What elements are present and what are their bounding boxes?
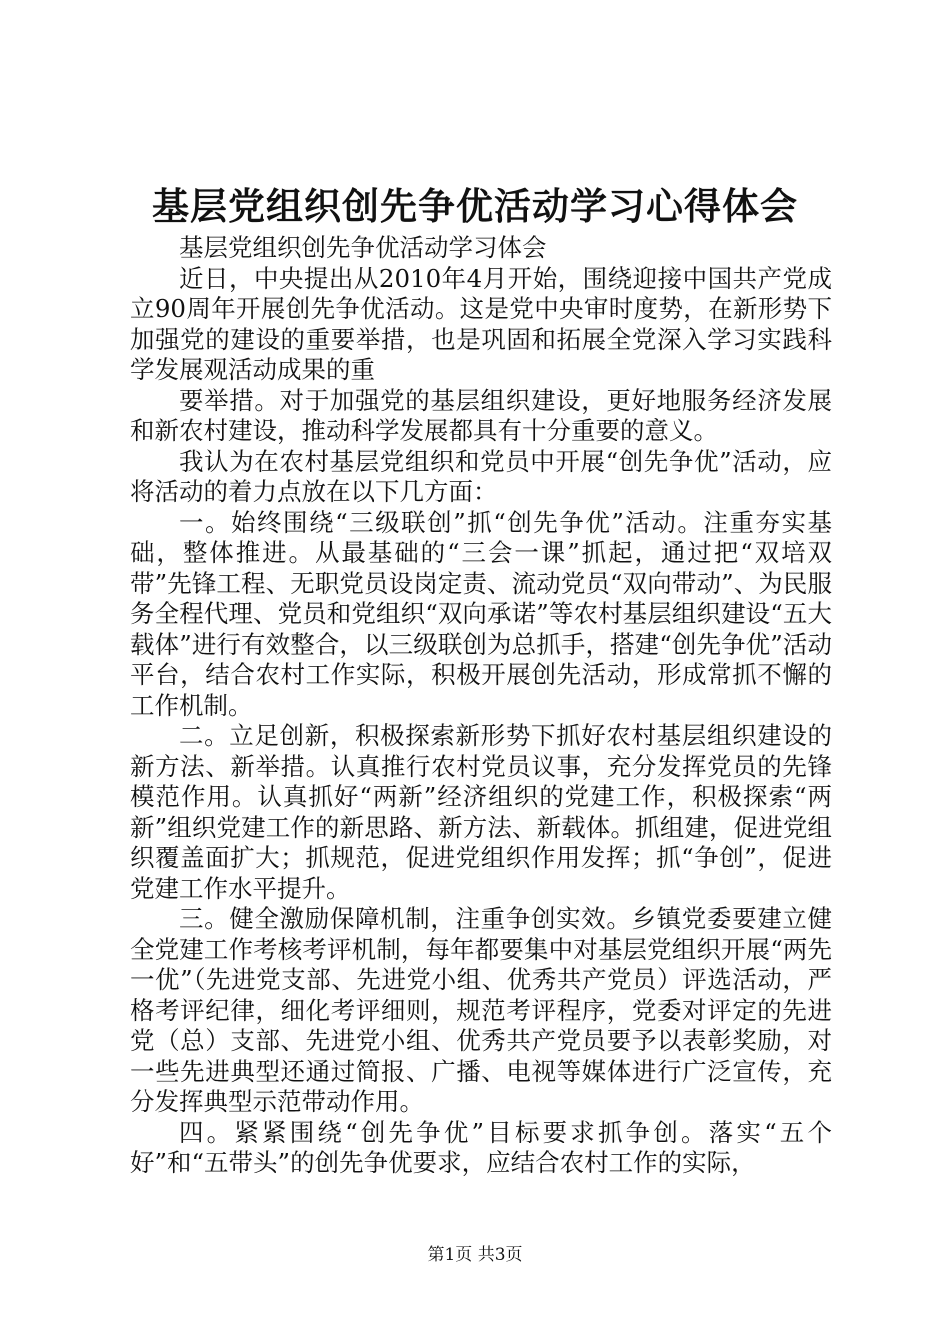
paragraph-continuation: 要举措。对于加强党的基层组织建设，更好地服务经济发展和新农村建设，推动科学发展都具有十分重要的意义。 xyxy=(130,385,832,445)
page-footer: 第1页 共3页 xyxy=(427,1245,523,1265)
paragraph-point-3: 三。健全激励保障机制，注重争创实效。乡镇党委要建立健全党建工作考核考评机制，每年都要集中对基层党组织开展“两先一优”（先进党支部、先进党小组、优秀共产党员）评选活动，严格考评纪律，细化考评细则，规范考评程序，党委对评定的先进党（总）支部、先进党小组、优秀共产党员要予以表彰奖励，对一些先进典型还通过简报、广播、电视等媒体进行广泛宣传，充分发挥典型示范带动作用。 xyxy=(130,904,832,1116)
paragraph-subtitle: 基层党组织创先争优活动学习体会 xyxy=(179,233,547,262)
paragraph-point-1: 一。始终围绕“三级联创”抓“创先争优”活动。注重夯实基础，整体推进。从最基础的“三会一课”抓起，通过把“双培双带”先锋工程、无职党员设岗定责、流动党员“双向带动”、为民服务全程代理、党员和党组织“双向承诺”等农村基层组织建设“五大载体”进行有效整合，以三级联创为总抓手，搭建“创先争优”活动平台，结合农村工作实际，积极开展创先活动，形成常抓不懈的工作机制。 xyxy=(130,507,832,720)
paragraph-intro: 近日，中央提出从2010年4月开始，围绕迎接中国共产党成立90周年开展创先争优活动。这是党中央审时度势，在新形势下加强党的建设的重要举措，也是巩固和拓展全党深入学习实践科学发展观活动成果的重 xyxy=(130,263,832,384)
document-body xyxy=(130,233,832,1179)
document-title: 基层党组织创先争优活动学习心得体会 xyxy=(152,184,798,228)
paragraph-point-4: 四。紧紧围绕“创先争优”目标要求抓争创。落实“五个好”和“五带头”的创先争优要求，应结合农村工作的实际， xyxy=(130,1117,832,1177)
paragraph-overview: 我认为在农村基层党组织和党员中开展“创先争优”活动，应将活动的着力点放在以下几方面： xyxy=(130,446,832,506)
paragraph-point-2: 二。立足创新，积极探索新形势下抓好农村基层组织建设的新方法、新举措。认真推行农村党员议事，充分发挥党员的先锋模范作用。认真抓好“两新”经济组织的党建工作，积极探索“两新”组织党建工作的新思路、新方法、新载体。抓组建，促进党组织覆盖面扩大；抓规范，促进党组织作用发挥；抓“争创”，促进党建工作水平提升。 xyxy=(130,721,832,903)
